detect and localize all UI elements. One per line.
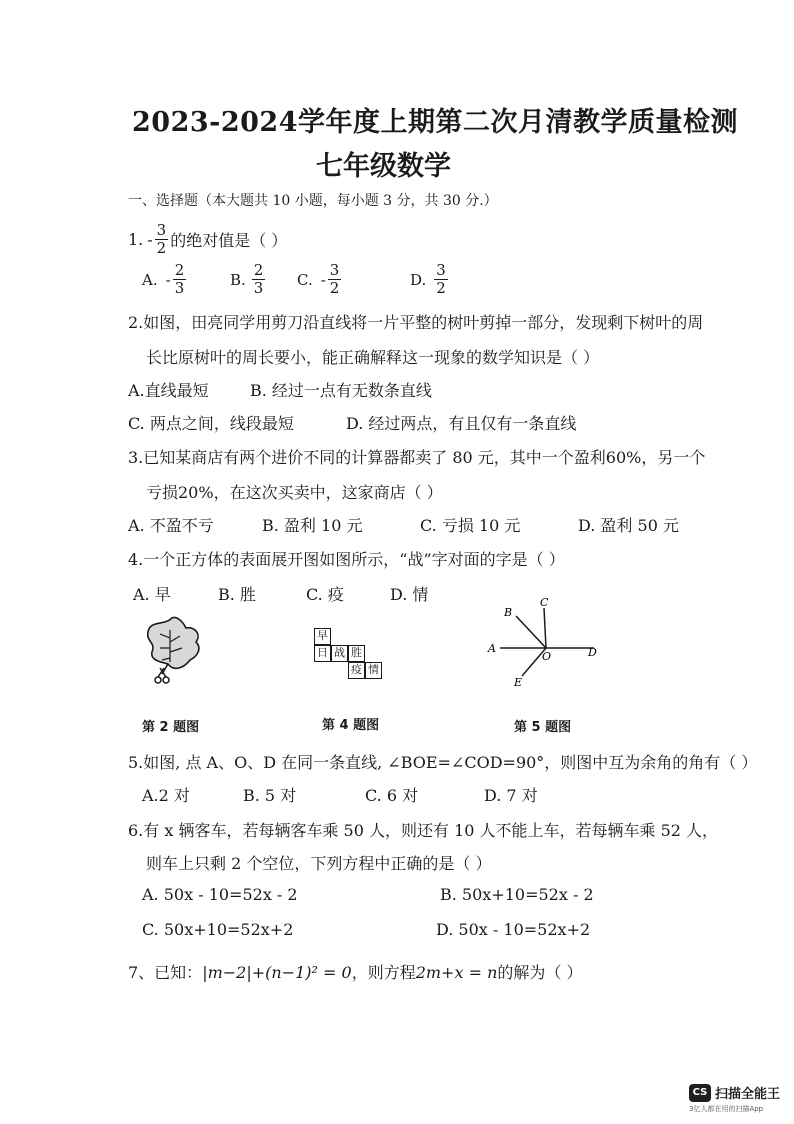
q4-option-b: B. 胜 [218,585,256,604]
scanner-watermark [689,1082,780,1114]
q6-option-d: D. 50x - 10=52x+2 [436,920,591,939]
q6-line-1: 6.有 x 辆客车，若每辆客车乘 50 人，则还有 10 人不能上车，若每辆车乘 52 人， [128,821,719,840]
q3-line-1: 3.已知某商店有两个进价不同的计算器都卖了 80 元，其中一个盈利60%，另一个 [128,448,706,467]
angle-figure [480,596,610,692]
leaf-scissors-figure [140,612,206,688]
caption-fig2: 第 2 题图 [142,720,200,735]
q1-option-a: A. - $\frac{2}{3}$ [142,261,185,297]
q2-option-a: A.直线最短 [128,381,209,400]
question-7 [128,960,582,983]
exam-title: 2023-2024学年度上期第二次月清教学质量检测 [132,107,738,138]
caption-fig4: 第 4 题图 [322,718,380,733]
q1-option-d: D. $\frac{3}{2}$ [410,261,446,297]
q5-option-a: A.2 对 [142,786,190,805]
net-cell-4: 胜 [348,645,365,662]
camscanner-logo-icon: CS [689,1084,711,1102]
section-header: 一、选择题（本大题共 10 小题，每小题 3 分，共 30 分.） [128,193,498,209]
q5-line-1: 5.如图, 点 A、O、D 在同一条直线, ∠BOE=∠COD=90°，则图中互为余角的角有（ ） [128,753,758,772]
q3-option-a: A. 不盈不亏 [128,516,214,535]
point-label-d: D [588,646,597,659]
q2-option-c: C. 两点之间，线段最短 [128,414,294,433]
q7-condition: |m−2|+(n−1)² = 0 [202,963,352,982]
q6-option-b: B. 50x+10=52x - 2 [440,885,594,904]
point-label-c: C [540,596,549,609]
q1-stem: 的绝对值是（ ） [170,231,288,250]
q6-option-a: A. 50x - 10=52x - 2 [142,885,298,904]
exam-subtitle: 七年级数学 [316,151,451,182]
net-cell-3: 战 [331,645,348,662]
q7-suffix: 的解为（ ） [497,963,583,982]
q5-option-b: B. 5 对 [243,786,297,805]
q5-option-d: D. 7 对 [484,786,538,805]
q3-option-c: C. 亏损 10 元 [420,516,521,535]
q7-prefix: 7、已知： [128,963,203,982]
q2-line-1: 2.如图，田亮同学用剪刀沿直线将一片平整的树叶剪掉一部分，发现剩下树叶的周 [128,313,704,332]
q1-number: 1. [128,230,144,249]
q4-line-1: 4.一个正方体的表面展开图如图所示，“战”字对面的字是（ ） [128,550,565,569]
q6-line-2: 则车上只剩 2 个空位，下列方程中正确的是（ ） [146,854,492,873]
point-label-o: O [542,650,552,663]
q2-option-b: B. 经过一点有无数条直线 [250,381,432,400]
net-cell-2: 日 [314,645,331,662]
point-label-b: B [504,606,513,619]
q3-option-d: D. 盈利 50 元 [578,516,679,535]
watermark-tagline: 3亿人都在用的扫描App [688,1105,764,1113]
q3-line-2: 亏损20%，在这次买卖中，这家商店（ ） [146,483,443,502]
cube-net-figure [314,628,394,688]
net-cell-1: 早 [314,628,331,645]
q4-option-c: C. 疫 [306,585,344,604]
q7-mid: ，则方程 [351,963,416,982]
q2-option-d: D. 经过两点，有且仅有一条直线 [346,414,577,433]
caption-fig5: 第 5 题图 [514,720,572,735]
point-label-a: A [488,642,496,655]
watermark-name: 扫描全能王 [714,1087,780,1102]
q1-sign: - [147,230,153,249]
point-label-e: E [514,676,523,689]
net-cell-6: 情 [365,662,382,679]
q1-option-c: C. - $\frac{3}{2}$ [297,261,340,297]
q3-option-b: B. 盈利 10 元 [262,516,363,535]
q1-option-b: B. $\frac{2}{3}$ [230,261,264,297]
q1-fraction: $\frac{3}{2}$ [156,221,167,257]
q7-equation: 2m+x = n [415,963,498,982]
q6-option-c: C. 50x+10=52x+2 [142,920,294,939]
question-1 [128,222,287,257]
q5-option-c: C. 6 对 [365,786,419,805]
net-cell-5: 疫 [348,662,365,679]
q2-line-2: 长比原树叶的周长要小，能正确解释这一现象的数学知识是（ ） [146,348,600,367]
q4-option-d: D. 情 [390,585,429,604]
q4-option-a: A. 早 [133,585,171,604]
